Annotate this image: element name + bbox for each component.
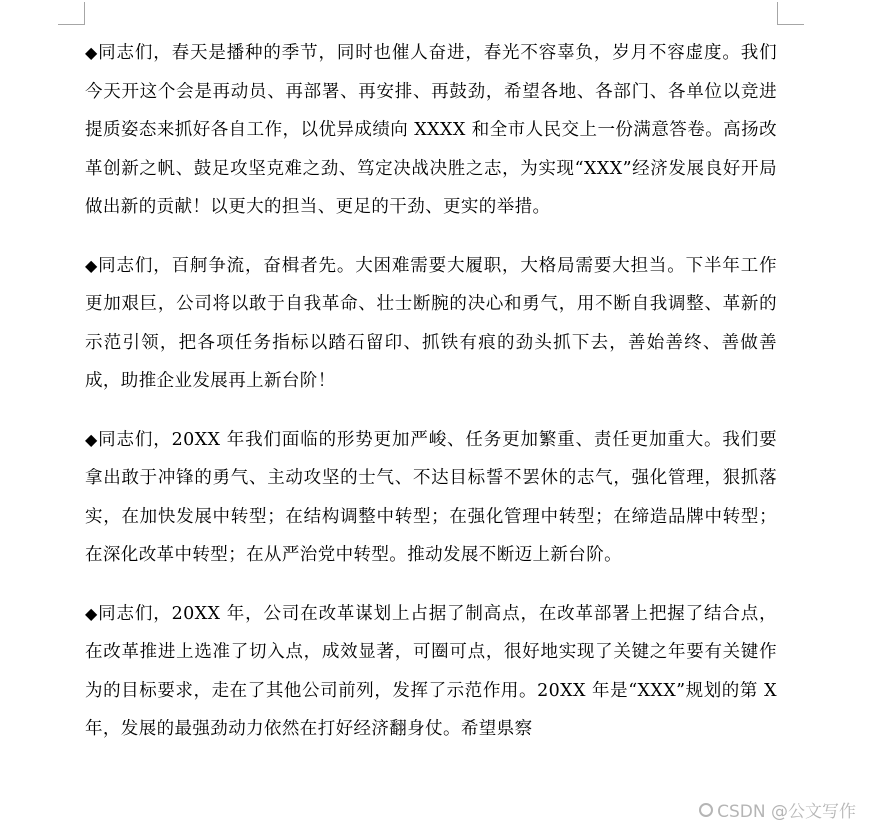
margin-corner-mark-left <box>58 2 85 25</box>
paragraph <box>85 34 777 227</box>
margin-corner-mark-right <box>777 2 804 25</box>
paragraph-text: 同志们，春天是播种的季节，同时也催人奋进，春光不容辜负，岁月不容虚度。我们今天开这个会是再动员、再部署、再安排、再鼓劲，希望各地、各部门、各单位以竞进提质姿态来抓好各自工作，以优异成绩向 XXXX 和全市人民交上一份满意答卷。高扬改革创新之帆、鼓足攻坚克难之劲、笃定决战决胜之志，为实现“XXX”经济发展良好开局做出新的贡献！以更大的担当、更足的干劲、更实的举措。 <box>85 43 777 217</box>
paragraph-text: 同志们，百舸争流，奋楫者先。大困难需要大履职，大格局需要大担当。下半年工作更加艰巨，公司将以敢于自我革命、壮士断腕的决心和勇气，用不断自我调整、革新的示范引领，把各项任务指标以踏石留印、抓铁有痕的劲头抓下去，善始善终、善做善成，助推企业发展再上新台阶！ <box>85 255 777 391</box>
document-body <box>85 34 777 769</box>
diamond-bullet-icon: ◆ <box>85 255 99 275</box>
watermark <box>699 797 856 822</box>
diamond-bullet-icon: ◆ <box>85 43 99 62</box>
paragraph <box>85 595 777 749</box>
diamond-bullet-icon: ◆ <box>85 429 99 449</box>
paragraph <box>85 421 777 575</box>
watermark-text: CSDN @公文写作 <box>717 802 856 822</box>
diamond-bullet-icon: ◆ <box>85 603 99 623</box>
wechat-icon <box>699 803 713 817</box>
paragraph-text: 同志们，20XX 年，公司在改革谋划上占据了制高点，在改革部署上把握了结合点，在改革推进上选准了切入点，成效显著，可圈可点，很好地实现了关键之年要有关键作为的目标要求，走在了其他公司前列，发挥了示范作用。20XX 年是“XXX”规划的第 X 年，发展的最强劲动力依然在打好经济翻身仗。希望県察 <box>85 603 777 739</box>
paragraph-text: 同志们，20XX 年我们面临的形势更加严峻、任务更加繁重、责任更加重大。我们要拿出敢于冲锋的勇气、主动攻坚的士气、不达目标誓不罢休的志气，强化管理，狠抓落实，在加快发展中转型；在结构调整中转型；在强化管理中转型；在缔造品牌中转型；在深化改革中转型；在从严治党中转型。推动发展不断迈上新台阶。 <box>85 429 777 565</box>
paragraph <box>85 247 777 401</box>
